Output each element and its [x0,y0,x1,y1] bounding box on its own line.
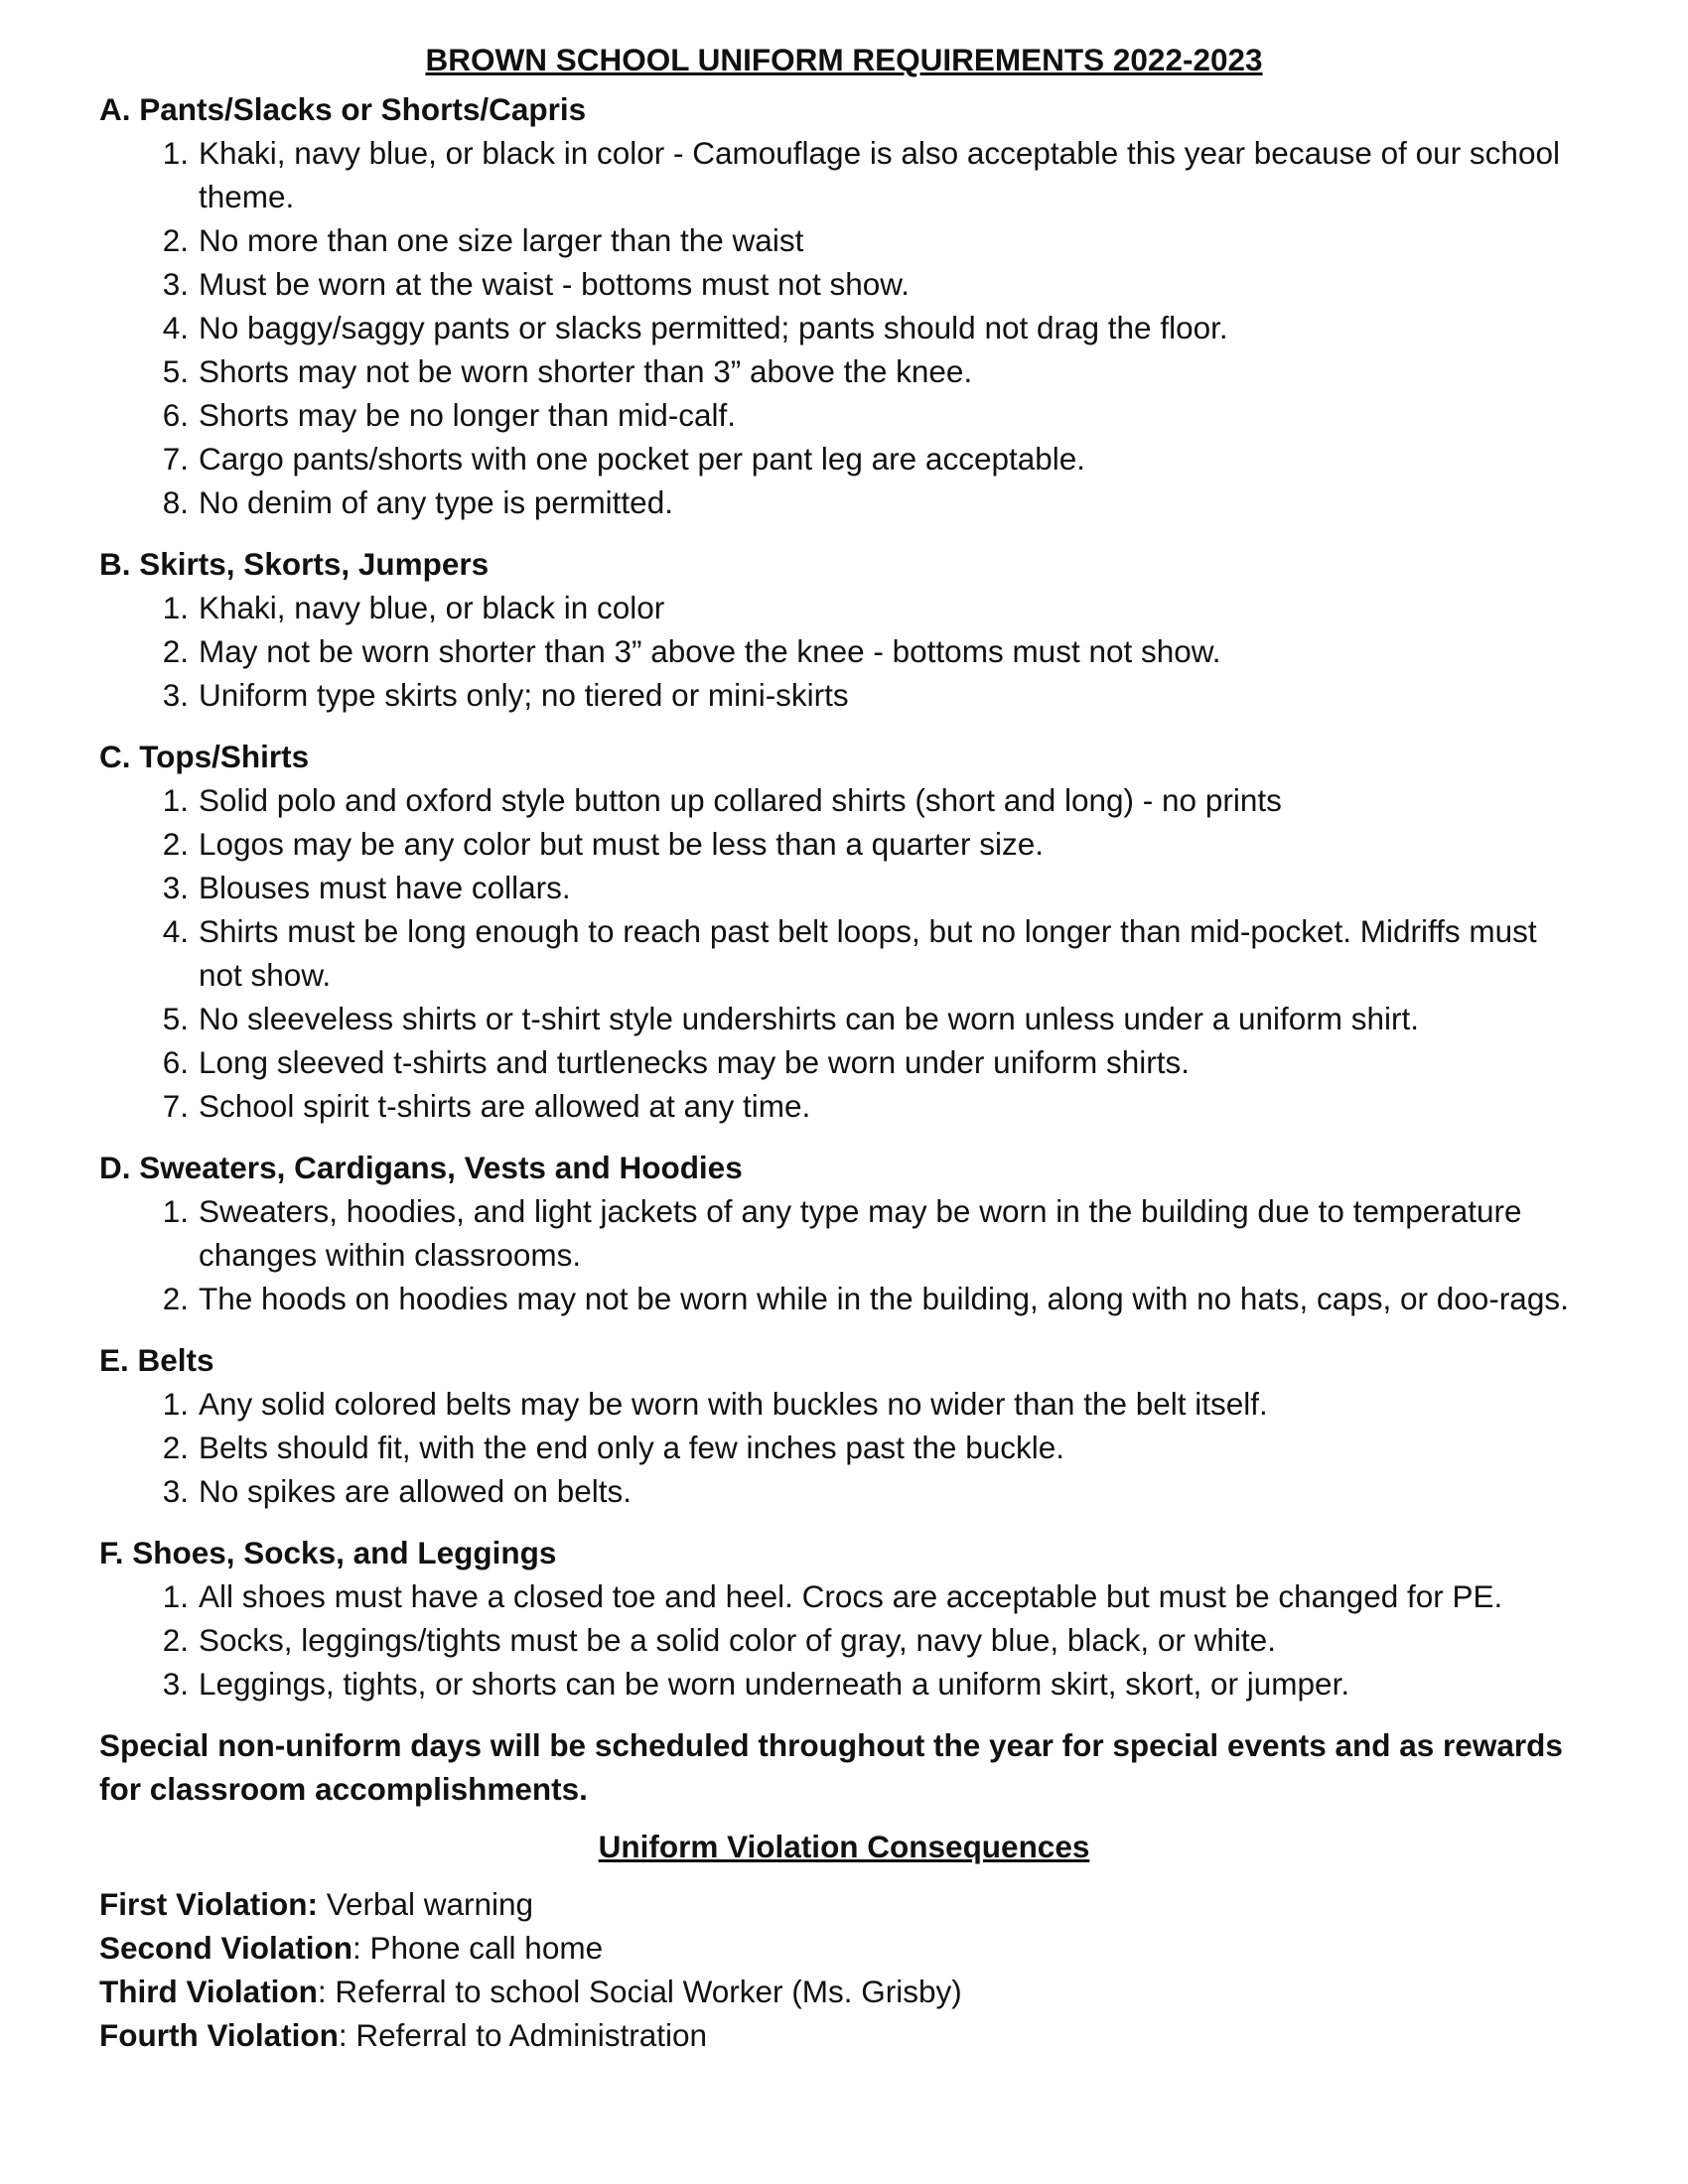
violation-consequence: : Referral to school Social Worker (Ms. Grisby) [317,1974,962,2009]
list-item [99,673,1589,717]
list-item-number: 7. [162,441,189,477]
section-item-list [99,1382,1589,1513]
list-item [99,218,1589,262]
list-item [99,629,1589,673]
list-item-number: 1. [162,1386,189,1422]
list-item-number: 6. [162,1044,189,1080]
list-item-text: May not be worn shorter than 3” above the knee - bottoms must not show. [199,633,1221,669]
section-item-list [99,778,1589,1128]
list-item [99,909,1589,997]
list-item-text: The hoods on hoodies may not be worn while in the building, along with no hats, caps, or doo-rags. [199,1281,1569,1316]
section [99,87,1589,524]
section-heading: D. Sweaters, Cardigans, Vests and Hoodies [99,1150,743,1185]
list-item-text: No denim of any type is permitted. [199,484,673,520]
section [99,1531,1589,1706]
list-item-text: Socks, leggings/tights must be a solid color of gray, navy blue, black, or white. [199,1622,1276,1658]
list-item [99,1084,1589,1128]
list-item-text: School spirit t-shirts are allowed at any time. [199,1088,811,1124]
list-item-text: Long sleeved t-shirts and turtlenecks may be worn under uniform shirts. [199,1044,1190,1080]
list-item-text: Uniform type skirts only; no tiered or mini-skirts [199,677,849,713]
list-item [99,1426,1589,1469]
list-item-text: All shoes must have a closed toe and heel. Crocs are acceptable but must be changed for PE. [199,1578,1503,1614]
list-item [99,778,1589,822]
list-item-text: Cargo pants/shorts with one pocket per pant leg are acceptable. [199,441,1086,477]
list-item-text: Must be worn at the waist - bottoms must not show. [199,266,911,302]
list-item-text: No spikes are allowed on belts. [199,1473,632,1509]
violation-row [99,1882,1589,1926]
section-heading: E. Belts [99,1342,214,1378]
list-item-text: Shirts must be long enough to reach past belt loops, but no longer than mid-pocket. Midriffs must not show. [199,913,1537,993]
requirements-sections [99,87,1589,1706]
list-item-number: 2. [162,826,189,862]
list-item-text: Shorts may be no longer than mid-calf. [199,397,737,433]
list-item-number: 5. [162,1001,189,1036]
list-item-number: 1. [162,782,189,818]
non-uniform-days-note: Special non-uniform days will be scheduled throughout the year for special events and as rewards for classroom accomplishments. [99,1727,1563,1807]
list-item-number: 8. [162,484,189,520]
list-item [99,393,1589,437]
list-item-text: Solid polo and oxford style button up collared shirts (short and long) - no prints [199,782,1282,818]
list-item [99,1618,1589,1662]
violation-consequence: : Referral to Administration [338,2017,708,2053]
list-item [99,866,1589,909]
list-item [99,1662,1589,1706]
section [99,1146,1589,1320]
list-item [99,1382,1589,1426]
list-item-number: 1. [162,135,189,171]
list-item [99,822,1589,866]
list-item-text: Logos may be any color but must be less than a quarter size. [199,826,1044,862]
section-heading: B. Skirts, Skorts, Jumpers [99,546,490,582]
list-item-number: 3. [162,677,189,713]
section-heading: F. Shoes, Socks, and Leggings [99,1535,557,1570]
list-item [99,1040,1589,1084]
list-item-text: Khaki, navy blue, or black in color - Camouflage is also acceptable this year because of our school theme. [199,135,1560,214]
list-item [99,586,1589,629]
list-item-number: 3. [162,870,189,905]
consequences-title: Uniform Violation Consequences [598,1829,1090,1864]
list-item-number: 2. [162,1430,189,1465]
list-item [99,349,1589,393]
violation-consequence: : Phone call home [352,1930,604,1966]
violation-row [99,2013,1589,2057]
section-item-list [99,586,1589,717]
list-item [99,262,1589,306]
list-item-text: Leggings, tights, or shorts can be worn underneath a uniform skirt, skort, or jumper. [199,1666,1350,1702]
list-item-number: 3. [162,266,189,302]
violation-label: Fourth Violation [99,2017,339,2053]
list-item-number: 1. [162,1193,189,1229]
list-item [99,1189,1589,1277]
list-item-text: Any solid colored belts may be worn with buckles no wider than the belt itself. [199,1386,1268,1422]
list-item [99,997,1589,1040]
list-item-text: Khaki, navy blue, or black in color [199,590,665,625]
list-item-number: 3. [162,1666,189,1702]
list-item [99,131,1589,218]
list-item-number: 2. [162,1281,189,1316]
section-item-list [99,1189,1589,1320]
list-item-text: Blouses must have collars. [199,870,571,905]
list-item-text: No baggy/saggy pants or slacks permitted; pants should not drag the floor. [199,310,1228,345]
list-item-text: Shorts may not be worn shorter than 3” above the knee. [199,353,973,389]
section-item-list [99,1574,1589,1706]
violation-row [99,1970,1589,2013]
section-heading: C. Tops/Shirts [99,739,310,774]
violation-label: Second Violation [99,1930,352,1966]
list-item [99,480,1589,524]
list-item-number: 1. [162,1578,189,1614]
list-item [99,1469,1589,1513]
list-item-number: 6. [162,397,189,433]
section [99,735,1589,1128]
document-title: BROWN SCHOOL UNIFORM REQUIREMENTS 2022-2023 [425,42,1263,77]
section [99,542,1589,717]
section-item-list [99,131,1589,524]
list-item [99,306,1589,349]
list-item-number: 7. [162,1088,189,1124]
violation-row [99,1926,1589,1970]
violation-label: First Violation: [99,1886,318,1922]
list-item-text: Sweaters, hoodies, and light jackets of any type may be worn in the building due to temperature changes within classrooms. [199,1193,1522,1273]
list-item-text: No more than one size larger than the waist [199,222,804,258]
list-item-number: 2. [162,1622,189,1658]
list-item-text: Belts should fit, with the end only a few inches past the buckle. [199,1430,1065,1465]
list-item [99,1574,1589,1618]
list-item-number: 2. [162,222,189,258]
list-item-text: No sleeveless shirts or t-shirt style undershirts can be worn unless under a uniform shirt. [199,1001,1420,1036]
list-item-number: 4. [162,913,189,949]
violation-consequence: Verbal warning [317,1886,534,1922]
violation-label: Third Violation [99,1974,318,2009]
list-item-number: 1. [162,590,189,625]
list-item-number: 5. [162,353,189,389]
list-item [99,437,1589,480]
list-item-number: 2. [162,633,189,669]
list-item-number: 3. [162,1473,189,1509]
section-heading: A. Pants/Slacks or Shorts/Capris [99,91,587,127]
section [99,1338,1589,1513]
list-item-number: 4. [162,310,189,345]
list-item [99,1277,1589,1320]
violations-list [99,1882,1589,2057]
